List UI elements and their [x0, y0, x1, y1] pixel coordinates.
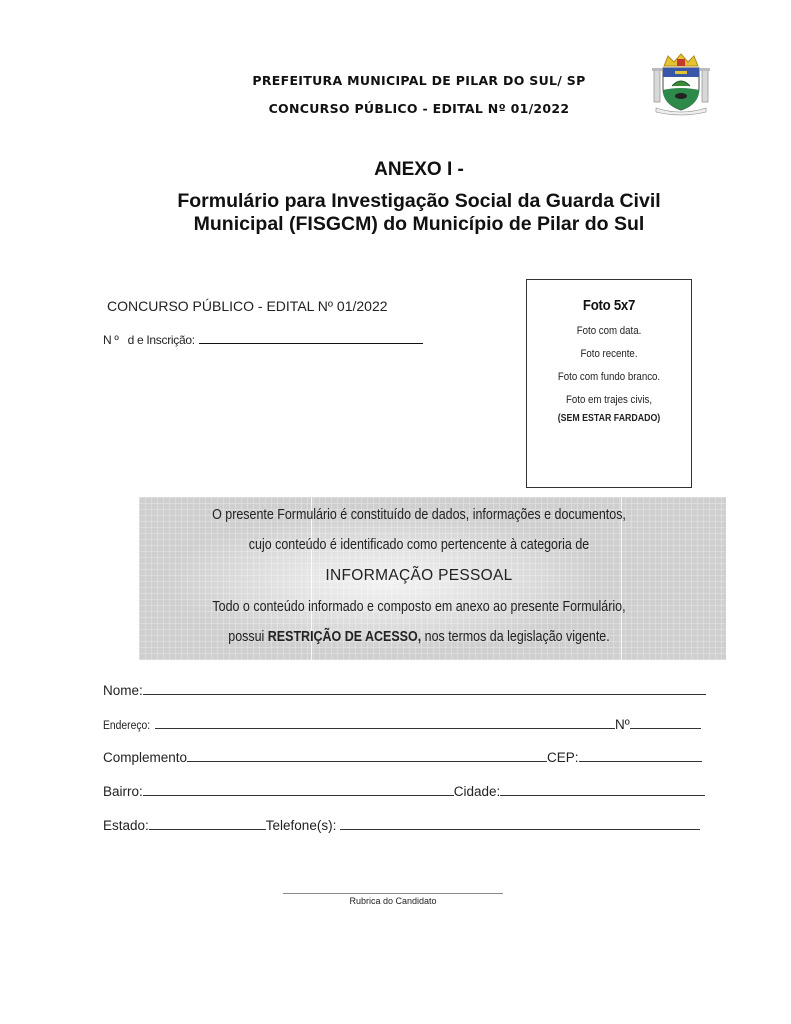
estado-field[interactable] [149, 817, 266, 830]
telefone-label: Telefone(s): [265, 818, 341, 833]
cidade-field[interactable] [500, 783, 705, 796]
form-title-line2: Municipal (FISGCM) do Município de Pilar do Sul [193, 213, 645, 235]
notice-restriction-bold: RESTRIÇÃO DE ACESSO, [267, 629, 422, 645]
bairro-field[interactable] [143, 783, 454, 796]
numero-field[interactable] [630, 716, 701, 729]
notice-line-2: cujo conteúdo é identificado como pertencente à categoria de [248, 537, 590, 553]
form-title [0, 190, 791, 236]
nome-label: Nome: [103, 683, 143, 698]
inscricao-label: N º d e Inscrição: [103, 333, 195, 347]
complemento-row [103, 749, 702, 765]
endereco-row [103, 716, 701, 732]
access-restriction-notice [139, 497, 726, 660]
header-concurso: CONCURSO PÚBLICO - EDITAL Nº 01/2022 [268, 101, 570, 116]
endereco-label: Endereço: [103, 720, 151, 732]
annex-title: ANEXO I - [374, 159, 464, 180]
photo-instruction: Foto em trajes civis, [565, 394, 653, 406]
numero-label: Nº [615, 717, 630, 732]
estado-label: Estado: [103, 818, 149, 833]
header-prefeitura: PREFEITURA MUNICIPAL DE PILAR DO SUL/ SP [252, 73, 586, 88]
nome-field[interactable] [143, 682, 706, 695]
photo-instruction: Foto recente. [580, 348, 638, 360]
photo-instruction: Foto com fundo branco. [557, 371, 661, 383]
form-title-line1: Formulário para Investigação Social da Guarda Civil [177, 190, 661, 212]
notice-line-1: O presente Formulário é constituído de dados, informações e documentos, [212, 507, 626, 523]
endereco-field[interactable] [155, 716, 615, 729]
photo-instruction: Foto com data. [576, 325, 642, 337]
notice-line-5 [178, 629, 660, 645]
cep-field[interactable] [579, 749, 702, 762]
photo-placeholder-box [526, 279, 692, 488]
bairro-label: Bairro: [103, 784, 143, 799]
notice-category: INFORMAÇÃO PESSOAL [325, 567, 513, 584]
coat-of-arms-icon [650, 52, 712, 116]
cidade-label: Cidade: [453, 784, 501, 799]
notice-line-5-prefix: possui [228, 629, 268, 645]
inscricao-row [103, 332, 423, 347]
signature-line[interactable] [283, 893, 503, 894]
estado-telefone-row [103, 817, 700, 833]
telefone-field[interactable] [340, 817, 700, 830]
signature-label: Rubrica do Candidato [349, 896, 437, 906]
notice-line-5-suffix: nos termos da legislação vigente. [421, 629, 610, 645]
inscricao-field[interactable] [199, 332, 423, 344]
complemento-label: Complemento [103, 750, 188, 765]
bairro-row [103, 783, 705, 799]
complemento-field[interactable] [187, 749, 547, 762]
nome-row [103, 682, 706, 698]
concurso-label: CONCURSO PÚBLICO - EDITAL Nº 01/2022 [107, 298, 388, 314]
cep-label: CEP: [547, 750, 579, 765]
photo-title: Foto 5x7 [582, 297, 636, 314]
notice-line-4: Todo o conteúdo informado e composto em anexo ao presente Formulário, [212, 599, 626, 615]
photo-note: (SEM ESTAR FARDADO) [557, 413, 661, 424]
